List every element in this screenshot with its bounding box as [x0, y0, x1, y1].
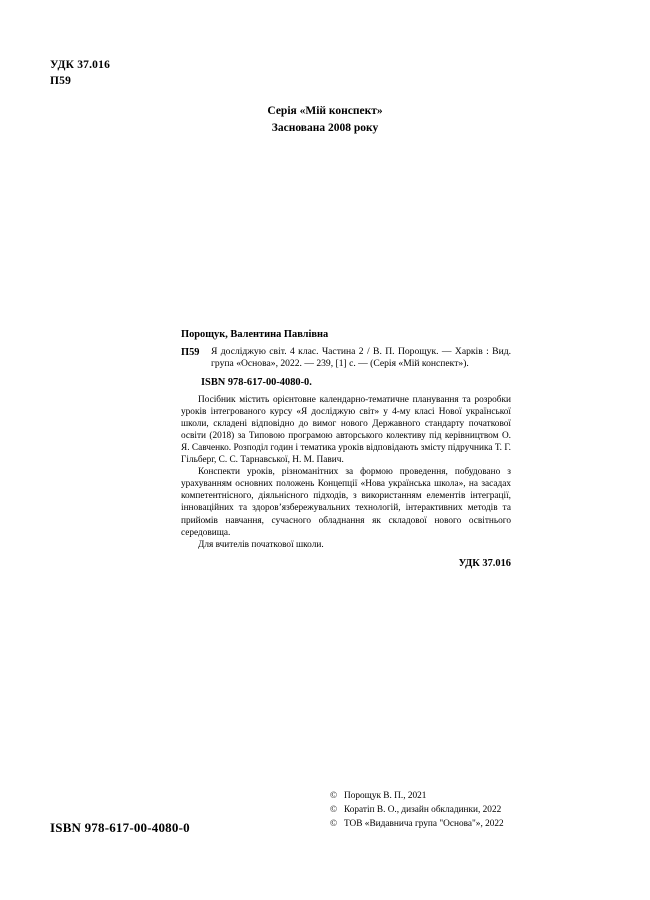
copyright-icon: ©	[330, 791, 338, 801]
udc-code-right: УДК 37.016	[458, 557, 511, 569]
udc-code: УДК 37.016	[50, 59, 111, 71]
bibliographic-description: Я досліджую світ. 4 клас. Частина 2 / В. П. Порощук. — Харків : Вид. група «Основа», 2022. — 239, [1] с. — (Серія «Мій конспект»).	[211, 345, 511, 370]
copyright-line	[330, 804, 545, 818]
annotation-paragraph-2: Конспекти уроків, різноманітних за формою проведення, побудовано з урахуванням основних положень Концепції «Нова українська школа», на засадах компетентнісного, діяльнісного підходів, з використанням елементів інтеграції, інноваційних та здоров’язбережувальних технологій, інтерактивних методів та прийомів навчання, сучасного обладнання як складової нового освітнього середовища.	[181, 467, 511, 538]
shelf-mark: П59	[50, 74, 72, 87]
isbn-bottom: ISBN 978-617-00-4080-0	[50, 820, 190, 835]
series-block	[0, 103, 650, 136]
bibliographic-record	[181, 328, 511, 571]
udc-block	[50, 58, 110, 89]
copyright-line	[330, 818, 545, 832]
copyright-line	[330, 790, 545, 804]
series-founded: Заснована 2008 року	[271, 121, 379, 134]
bibliographic-description-row	[181, 346, 511, 371]
annotation-paragraph-1: Посібник містить орієнтовне календарно-тематичне планування та розробки уроків інтегрованого курсу «Я досліджую світ» у 4-му класі Нової української школи, складені відповідно до вимог нового Державного стандарту початкової освіти (2018) за Типовою програмою авторського колективу під керівництвом О. Я. Савченко. Розподіл годин і тематика уроків відповідають змісту підручника Т. Г. Гільберг, С. С. Тарнавської, Н. М. Павич.	[181, 394, 511, 466]
copyright-block	[330, 790, 545, 832]
isbn-inline: ISBN 978-617-00-4080-0.	[201, 377, 312, 389]
copyright-text: Порощук В. П., 2021	[344, 791, 427, 801]
author-name: Порощук, Валентина Павлівна	[181, 329, 329, 340]
entry-code: П59	[181, 346, 200, 358]
series-title: Серія «Мій конспект»	[267, 105, 383, 117]
annotation-paragraph-3: Для вчителів початкової школи.	[198, 539, 324, 550]
copyright-icon: ©	[330, 818, 338, 829]
copyright-text: ТОВ «Видавнича група "Основа"», 2022	[344, 818, 504, 829]
copyright-icon: ©	[330, 804, 338, 815]
copyright-text: Коратіп В. О., дизайн обкладинки, 2022	[344, 804, 502, 815]
